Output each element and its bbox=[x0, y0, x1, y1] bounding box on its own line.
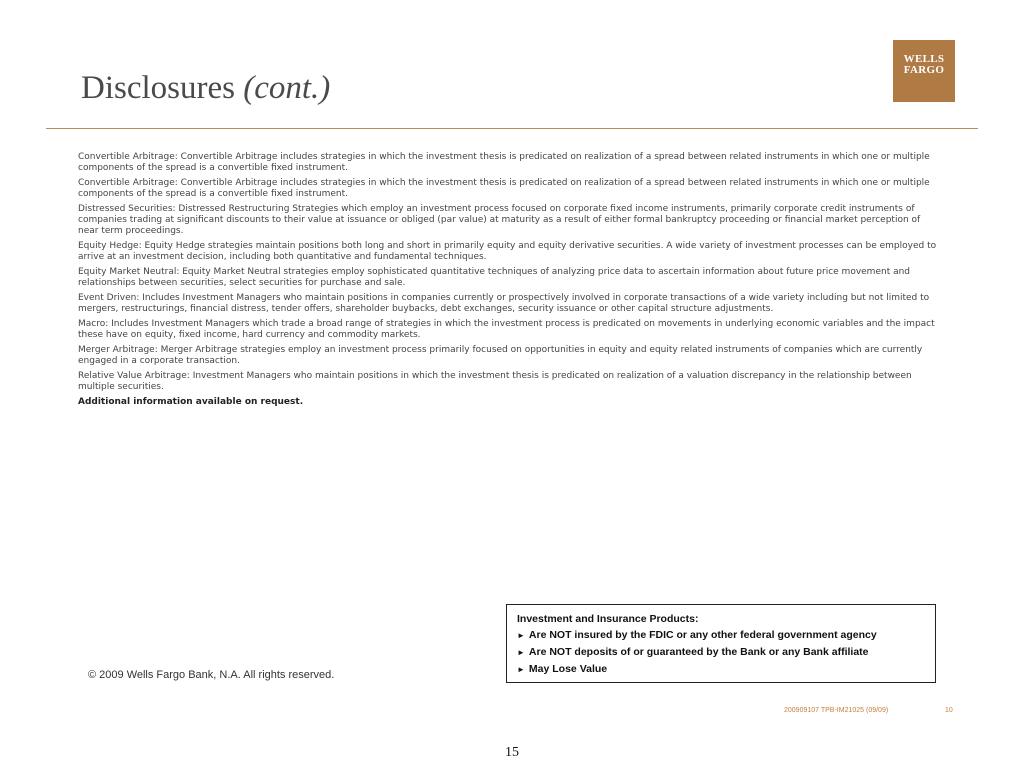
triangle-bullet-icon: ► bbox=[517, 665, 525, 674]
definition-paragraph: Distressed Securities: Distressed Restructuring Strategies which employ an investment process focused on corporate fixed income instruments, primarily corporate credit instruments of companies trading at significant discounts to their value at issuance or obliged (par value) at maturity as a result of either formal bankruptcy proceeding or financial market perception of near term proceedings. bbox=[78, 204, 921, 236]
definition-paragraph: Convertible Arbitrage: Convertible Arbitrage includes strategies in which the investment thesis is predicated on realization of a spread between related instruments in which one or multiple components of the spread is a convertible fixed instrument. bbox=[78, 152, 930, 173]
disclaimer-item bbox=[517, 627, 935, 644]
document-code: 200909107 TPB-IM21025 (09/09) bbox=[784, 707, 889, 714]
definition-paragraph: Merger Arbitrage: Merger Arbitrage strategies employ an investment process primarily focused on opportunities in equity and equity related instruments of companies which are currently engaged in a corporate transaction. bbox=[78, 345, 923, 366]
disclaimer-text: Are NOT insured by the FDIC or any other federal government agency bbox=[528, 629, 877, 641]
definition-paragraph: Macro: Includes Investment Managers which trade a broad range of strategies in which the investment process is predicated on movements in underlying economic variables and the impact these have on equity, fixed income, hard currency and commodity markets. bbox=[78, 319, 935, 340]
copyright-notice: © 2009 Wells Fargo Bank, N.A. All rights reserved. bbox=[88, 669, 335, 681]
investment-products-disclaimer bbox=[506, 604, 936, 683]
title-continued: (cont.) bbox=[243, 70, 331, 106]
definition-paragraph: Relative Value Arbitrage: Investment Managers who maintain positions in which the investment thesis is predicated on realization of a valuation discrepancy in the relationship between multiple securities. bbox=[78, 371, 912, 392]
page-title bbox=[81, 68, 330, 108]
triangle-bullet-icon: ► bbox=[517, 648, 525, 657]
logo-line-1: WELLS bbox=[903, 53, 945, 65]
logo-line-2: FARGO bbox=[903, 64, 945, 76]
definition-paragraph: Convertible Arbitrage: Convertible Arbitrage includes strategies in which the investment thesis is predicated on realization of a spread between related instruments in which one or multiple components of the spread is a convertible fixed instrument. bbox=[78, 178, 930, 199]
header-divider bbox=[46, 128, 978, 129]
disclaimer-text: Are NOT deposits of or guaranteed by the Bank or any Bank affiliate bbox=[528, 646, 869, 658]
triangle-bullet-icon: ► bbox=[517, 631, 525, 640]
definition-paragraph: Event Driven: Includes Investment Managers who maintain positions in companies currently or prospectively involved in corporate transactions of a wide variety including but not limited to mergers, restructurings, financial distress, tender offers, shareholder buybacks, debt exchanges, security issuance or other capital structure adjustments. bbox=[78, 293, 930, 314]
disclaimer-heading: Investment and Insurance Products: bbox=[517, 613, 699, 625]
disclaimer-list bbox=[517, 627, 935, 678]
strategy-definitions bbox=[78, 152, 940, 412]
disclaimer-item bbox=[517, 644, 935, 661]
slide-number: 10 bbox=[945, 707, 953, 714]
definition-paragraph: Equity Hedge: Equity Hedge strategies maintain positions both long and short in primarily equity and equity derivative securities. A wide variety of investment processes can be employed to arrive at an investment decision, including both quantitative and fundamental techniques. bbox=[78, 241, 937, 262]
definition-paragraph: Equity Market Neutral: Equity Market Neutral strategies employ sophisticated quantitative techniques of analyzing price data to ascertain information about future price movement and relationships between securities, select securities for purchase and sale. bbox=[78, 267, 911, 288]
additional-info-note: Additional information available on request. bbox=[78, 397, 304, 407]
page-number: 15 bbox=[505, 745, 519, 760]
disclaimer-item bbox=[517, 661, 935, 678]
wells-fargo-logo bbox=[893, 40, 955, 102]
disclaimer-text: May Lose Value bbox=[528, 663, 608, 675]
title-main: Disclosures bbox=[81, 70, 244, 106]
